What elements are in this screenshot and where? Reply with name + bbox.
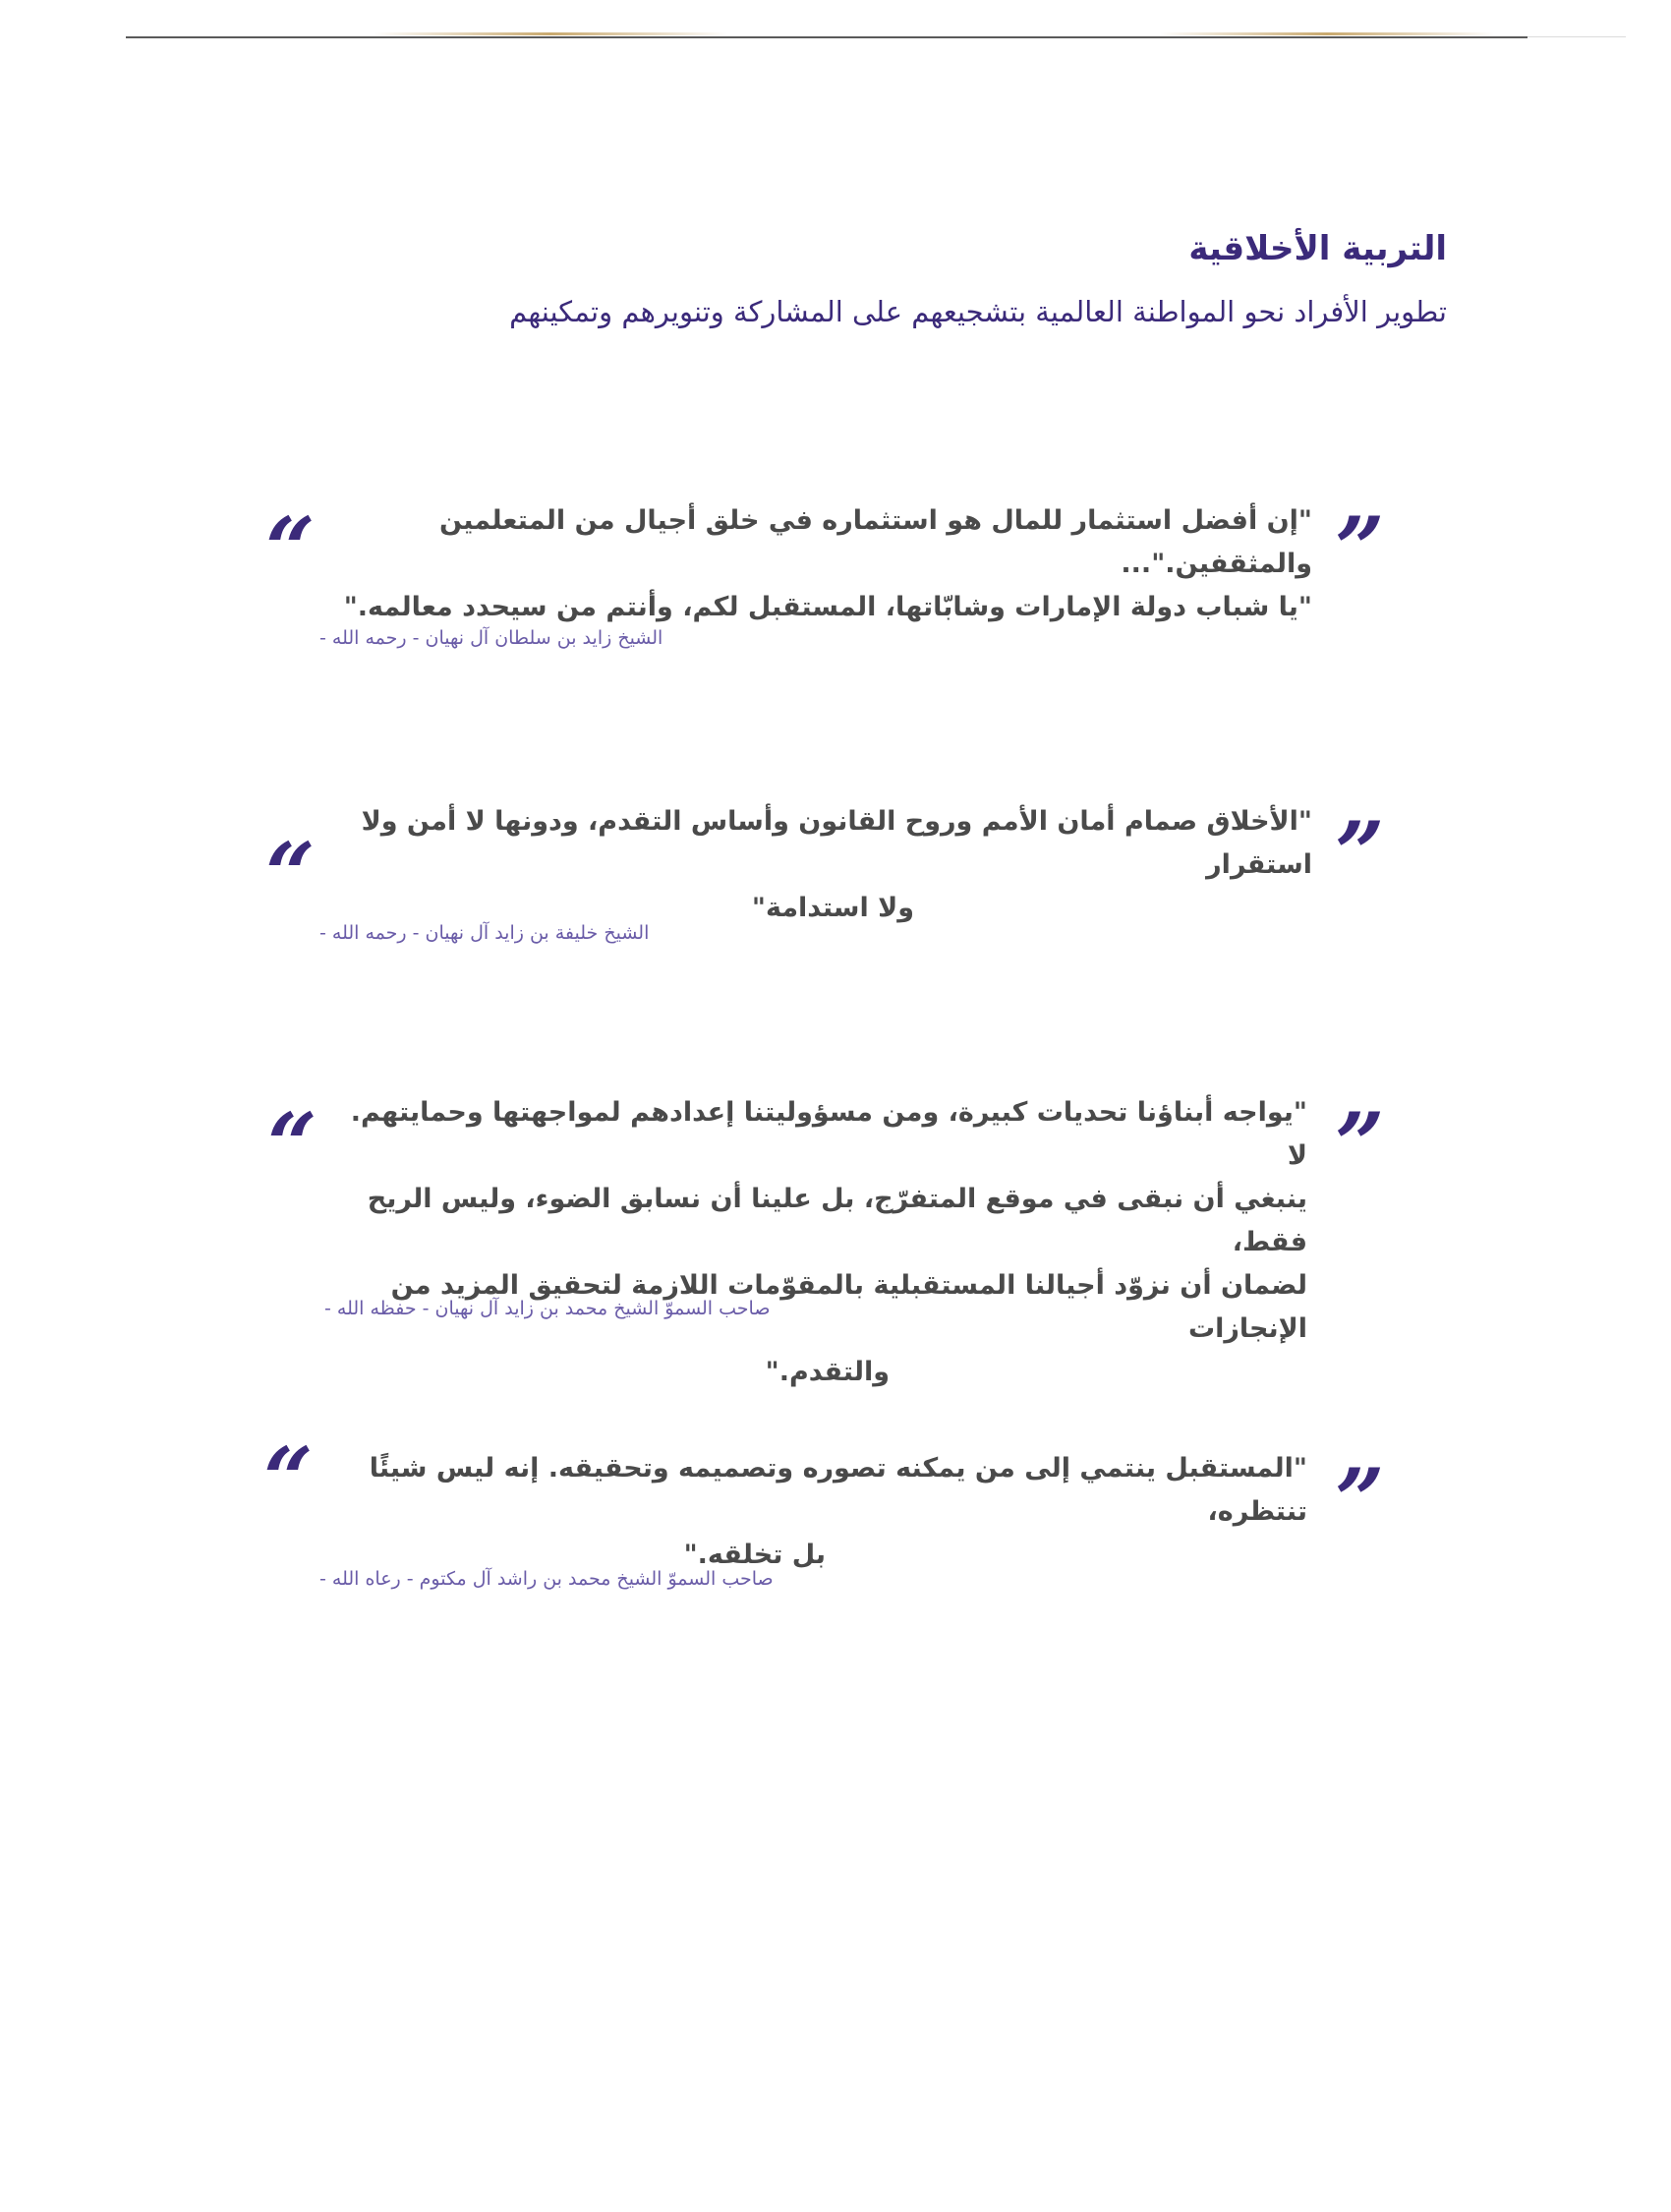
open-quote-icon: “ — [263, 1427, 314, 1530]
quote-block-4 — [0, 1427, 1671, 1622]
page-subtitle: تطوير الأفراد نحو المواطنة العالمية بتشجيعهم على المشاركة وتنويرهم وتمكينهم — [509, 295, 1447, 328]
top-rule-gold-accent-left — [374, 32, 727, 35]
close-quote-icon: ” — [1335, 497, 1385, 600]
quote-attribution: صاحب السموّ الشيخ محمد بن راشد آل مكتوم - رعاه الله - — [319, 1568, 774, 1590]
close-quote-icon: ” — [1335, 1093, 1385, 1195]
quote-text — [324, 1091, 1307, 1394]
quote-line: ولا استدامة" — [751, 893, 914, 923]
quote-text — [290, 800, 1312, 930]
top-rule — [126, 36, 1527, 38]
quote-line: "يا شباب دولة الإمارات وشابّاتها، المستقبل لكم، وأنتم من سيحدد معالمه." — [343, 592, 1312, 622]
top-rule-tail — [1527, 36, 1626, 37]
open-quote-icon: “ — [267, 1093, 317, 1195]
page-title: التربية الأخلاقية — [1188, 229, 1447, 268]
quote-attribution: صاحب السموّ الشيخ محمد بن زايد آل نهيان - حفظه الله - — [324, 1298, 771, 1319]
top-rule-gold-accent-right — [1160, 32, 1494, 35]
quote-line: "يواجه أبناؤنا تحديات كبيرة، ومن مسؤوليتنا إعدادهم لمواجهتها وحمايتهم. لا — [350, 1097, 1307, 1171]
quote-line: "إن أفضل استثمار للمال هو استثماره في خلق أجيال من المتعلمين والمثقفين."... — [438, 505, 1312, 579]
open-quote-icon: “ — [265, 497, 316, 600]
quote-line: لضمان أن نزوّد أجيالنا المستقبلية بالمقوّمات اللازمة لتحقيق المزيد من الإنجازات — [390, 1270, 1307, 1344]
quote-line: "المستقبل ينتمي إلى من يمكنه تصوره وتصميمه وتحقيقه. إنه ليس شيئًا تنتظره، — [369, 1453, 1307, 1527]
close-quote-icon: ” — [1335, 802, 1385, 904]
quote-line: "الأخلاق صمام أمان الأمم وروح القانون وأساس التقدم، ودونها لا أمن ولا استقرار — [361, 806, 1312, 880]
quote-block-2 — [0, 796, 1671, 963]
quote-text — [324, 1447, 1307, 1577]
quote-line: ينبغي أن نبقى في موقع المتفرّج، بل علينا أن نسابق الضوء، وليس الريح فقط، — [367, 1184, 1307, 1257]
quote-block-1 — [0, 492, 1671, 678]
quote-line: والتقدم." — [765, 1357, 890, 1387]
close-quote-icon: ” — [1335, 1449, 1385, 1551]
open-quote-icon: “ — [265, 823, 316, 925]
quote-attribution: الشيخ خليفة بن زايد آل نهيان - رحمه الله - — [319, 922, 650, 944]
quote-line: بل تخلقه." — [683, 1540, 826, 1570]
quote-text — [290, 499, 1312, 629]
quote-block-3 — [0, 1081, 1671, 1387]
quote-attribution: الشيخ زايد بن سلطان آل نهيان - رحمه الله - — [319, 627, 663, 649]
